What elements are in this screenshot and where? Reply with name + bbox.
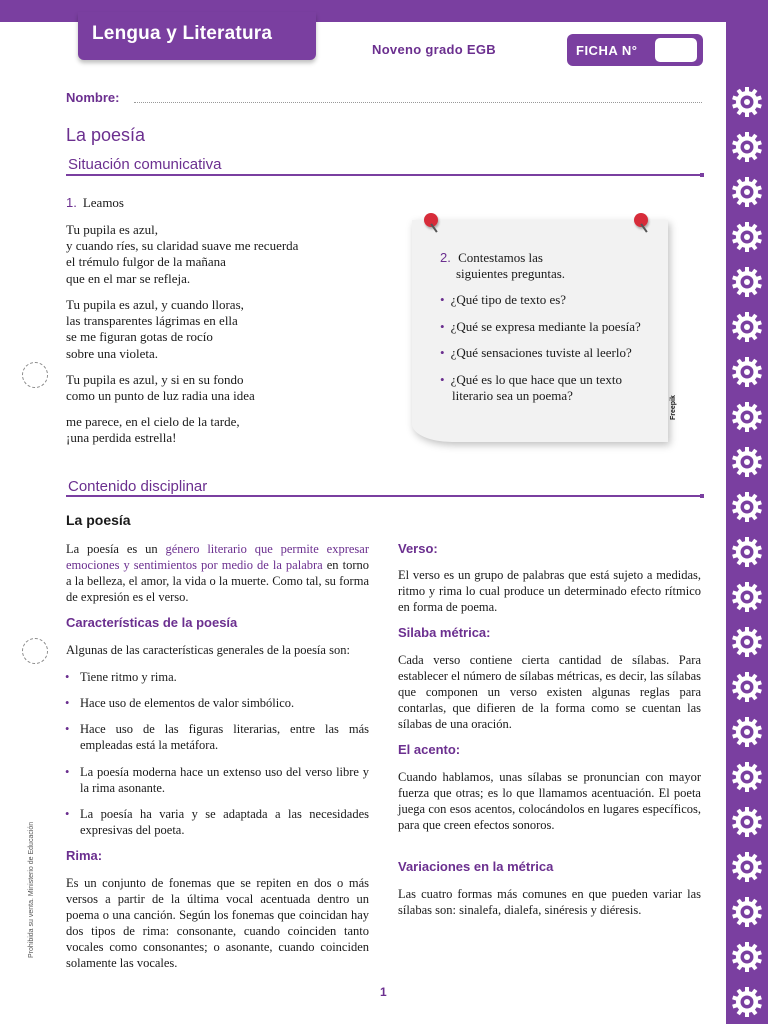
gear-icon [731,131,763,163]
definition-highlight: género literario que permite expresar emociones y sentimientos por medio de la palabra [66,542,369,572]
gear-icon [731,536,763,568]
subheading-rima: Rima: [66,848,103,863]
definition-text: La poesía es un [66,542,166,556]
column-heading: La poesía [66,512,131,528]
page-title: La poesía [66,125,146,145]
punch-hole-mark [22,362,48,388]
poem-line: las transparentes lágrimas en ella [66,313,238,329]
poem-line: Tu pupila es azul, y cuando lloras, [66,297,244,312]
ficha-label: FICHA N° [576,43,638,58]
gear-icon [731,491,763,523]
question-item: • ¿Qué se expresa mediante la poesía? [440,319,641,334]
gear-icon [731,356,763,388]
poem-line: Tu pupila es azul, y si en su fondo [66,372,244,387]
question-text: ¿Qué es lo que hace que un texto [450,372,623,387]
gear-icon [731,446,763,478]
poesia-definition [66,541,369,605]
list-item-text: Hace uso de las figuras literarias, entre las más empleadas está la metáfora. [80,722,369,752]
gear-icon [731,851,763,883]
poem-line: el trémulo fulgor de la mañana [66,254,226,270]
rima-text: Es un conjunto de fonemas que se repiten en dos o más versos a partir de la última vocal acentuada dentro un poema o una canción. Según los fonemas que coincidan hay dos tipos de rima: consonante, cuando coinciden tanto vocales como consonantes; o asonante, cuando coinciden solamente las vocales. [66,876,369,970]
section-situacion: Situación comunicativa [68,156,222,173]
item-number: 2. [440,250,451,265]
page-number: 1 [380,985,387,999]
subheading-caracteristicas: Características de la poesía [66,615,238,630]
definition-text: en torno a la belleza, el amor, la vida o la muerte. Como tal, su forma de expresión es el verso. [66,558,369,604]
image-credit: Freepik [670,395,677,420]
poem-line: sobre una violeta. [66,345,159,361]
list-item: • La poesía ha varia y se adaptada a las necesidades expresivas del poeta. [65,807,369,837]
list-item-text: La poesía moderna hace un extenso uso del verso libre y la rima asonante. [80,765,369,795]
list-item: • Hace uso de elementos de valor simbólico. [65,696,295,710]
question-text: ¿Qué tipo de texto es? [450,292,567,307]
pushpin-icon [424,213,438,227]
nombre-label: Nombre: [66,90,120,105]
subheading-verso: Verso: [398,541,438,556]
poem-stanza [66,297,244,362]
gear-icon [731,311,763,343]
list-item: • Hace uso de las figuras literarias, entre las más empleadas está la metáfora. [65,722,369,752]
nombre-field[interactable] [134,102,702,103]
question-item: • ¿Qué tipo de texto es? [440,292,567,307]
section-contenido: Contenido disciplinar [68,478,208,495]
poem-line: Tu pupila es azul, [66,222,158,237]
poem-stanza [66,414,240,446]
poem-stanza [66,372,255,404]
gear-icon [731,581,763,613]
question-text: literario sea un poema? [452,388,573,403]
list-item: • La poesía moderna hace un extenso uso del verso libre y la rima asonante. [65,765,369,795]
gear-icon [731,401,763,433]
section-rule [66,174,702,176]
gear-icon [731,626,763,658]
list-item-text: Tiene ritmo y rima. [80,670,177,684]
gear-icon [731,221,763,253]
section-rule [66,495,702,497]
question-text: ¿Qué sensaciones tuviste al leerlo? [450,345,632,360]
legal-note: Prohibida su venta. Ministerio de Educación [28,821,35,958]
silaba-text: Cada verso contiene cierta cantidad de sílabas. Para establecer el número de sílabas métricas, es decir, las sílabas que componen un verso existen algunas reglas para contarlas, que difieren de la forma como se cuentan las sílabas de una oración. [398,653,701,731]
question-item: • ¿Qué es lo que hace que un texto literario sea un poema? [440,372,623,403]
gear-icon [731,86,763,118]
poem-line: que en el mar se refleja. [66,270,191,286]
grade-label: Noveno grado EGB [372,42,496,57]
question-title [440,250,565,282]
gear-icon [731,941,763,973]
subject-tab [78,12,316,60]
subheading-acento: El acento: [398,742,461,757]
caracteristicas-intro: Algunas de las características generales de la poesía son: [66,643,350,657]
poem-line: me parece, en el cielo de la tarde, [66,414,240,429]
question-title-line: siguientes preguntas. [456,266,566,281]
acento-text: Cuando hablamos, unas sílabas se pronuncian con mayor fuerza que otras; es lo que llamamos acentuación. El poeta juega con esos acentos, colocándolos en lugares específicos, para que creen efectos sonoros. [398,770,701,832]
poem-line: como un punto de luz radia una idea [66,388,255,404]
subheading-variaciones: Variaciones en la métrica [398,859,554,874]
pushpin-icon [634,213,648,227]
question-item: • ¿Qué sensaciones tuviste al leerlo? [440,345,632,360]
variaciones-text: Las cuatro formas más comunes en que pueden variar las sílabas son: sinalefa, dialefa, sinéresis y diéresis. [398,887,701,917]
gear-icon [731,671,763,703]
gear-icon [731,716,763,748]
gear-icon [731,986,763,1018]
list-item: • Tiene ritmo y rima. [65,670,177,684]
gear-icon [731,806,763,838]
poem-intro-text: Leamos [82,195,124,210]
subject-title: Lengua y Literatura [92,23,273,44]
gear-icon [731,266,763,298]
verso-text: El verso es un grupo de palabras que está sujeto a medidas, ritmo y rima lo cual produce un determinado efecto rítmico en forma de poema. [398,568,701,614]
list-item-text: Hace uso de elementos de valor simbólico. [80,696,295,710]
list-item-text: La poesía ha varia y se adaptada a las necesidades expresivas del poeta. [80,807,369,837]
poem-stanza [66,222,298,287]
gear-icon [731,896,763,928]
question-text: ¿Qué se expresa mediante la poesía? [450,319,641,334]
item-number: 1. [66,195,77,210]
decorative-sidebar [726,0,768,1024]
ficha-badge [567,34,703,66]
subheading-silaba: Silaba métrica: [398,625,491,640]
poem-line: se me figuran gotas de rocío [66,329,213,345]
ficha-number-field[interactable] [655,38,697,62]
gear-icon [731,761,763,793]
poem-line: y cuando ríes, su claridad suave me recuerda [66,238,299,254]
poem-line: ¡una perdida estrella! [66,430,177,446]
punch-hole-mark [22,638,48,664]
gear-icon [731,176,763,208]
poem-intro [66,195,124,211]
question-title-line: Contestamos las [458,250,543,265]
